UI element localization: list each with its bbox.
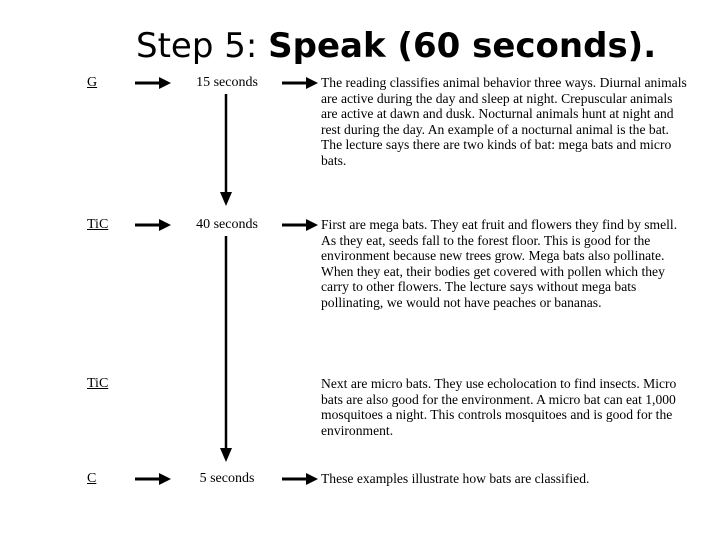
paragraph-general: The reading classifies animal behavior three ways. Diurnal animals are active during the day and sleep at night. Crepuscular animals are active at dawn and dusk. Nocturnal animals hunt at night and rest during the day. An example of a nocturnal animal is the bat. The lecture says there are two kinds of bat: mega bats and micro bats.: [321, 75, 687, 168]
time-label: 5 seconds: [199, 471, 255, 486]
slide-title: [136, 24, 656, 68]
paragraph-conclusion: These examples illustrate how bats are classified.: [321, 471, 590, 486]
code-label: TiC: [87, 217, 109, 232]
code-label: C: [87, 471, 97, 486]
right-arrow-icon: [282, 219, 318, 231]
right-arrow-icon: [282, 473, 318, 485]
paragraph-micro-bats: Next are micro bats. They use echolocation to find insects. Micro bats are also good for the environment. A micro bat can eat 1,000 mosquitoes a night. This controls mosquitoes and is good for the environment.: [321, 376, 677, 438]
title-step: Step 5:: [136, 26, 269, 66]
right-arrow-icon: [135, 77, 171, 89]
code-label: TiC: [87, 376, 109, 391]
title-emphasis: Speak (60 seconds).: [268, 26, 657, 66]
time-label: 15 seconds: [196, 75, 258, 90]
paragraph-mega-bats: First are mega bats. They eat fruit and flowers they find by smell. As they eat, seeds fall to the forest floor. This is good for the environment because new trees grow. Mega bats also pollinate. When they eat, their bodies get covered with pollen which they carry to other flowers. The lecture says without mega bats pollinating, we would not have peaches or bananas.: [321, 217, 678, 310]
time-label: 40 seconds: [196, 217, 258, 232]
right-arrow-icon: [135, 473, 171, 485]
down-arrow-icon: [219, 236, 233, 462]
code-label: G: [87, 75, 98, 90]
right-arrow-icon: [135, 219, 171, 231]
down-arrow-icon: [219, 94, 233, 206]
right-arrow-icon: [282, 77, 318, 89]
